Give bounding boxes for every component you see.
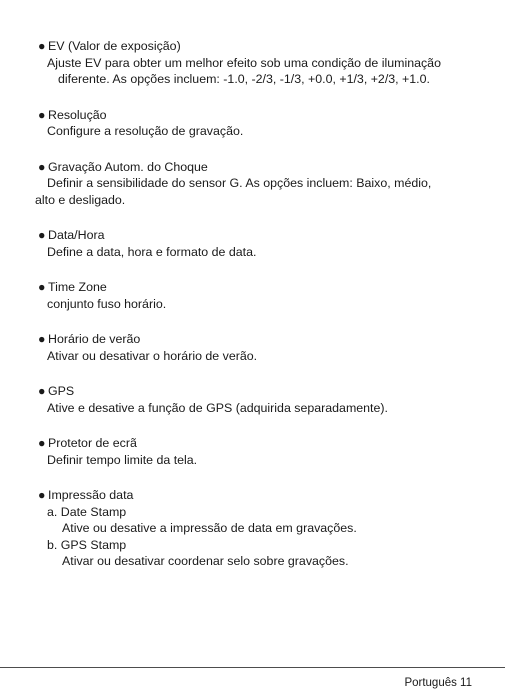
bullet-icon: ●: [38, 159, 46, 174]
section-daylight-saving: [36, 331, 476, 364]
section-gps: [36, 383, 476, 416]
section-description-line: alto e desligado.: [35, 192, 126, 207]
footer-page-label: Português 11: [404, 677, 472, 689]
bullet-icon: ●: [38, 332, 46, 346]
section-title: [36, 435, 476, 452]
bullet-icon: ●: [38, 107, 46, 122]
section-title-text: Gravação Autom. do Choque: [48, 159, 208, 174]
footer-divider: [0, 667, 505, 668]
section-title-text: GPS: [48, 384, 75, 398]
bullet-icon: ●: [38, 280, 46, 294]
section-resolution: [36, 107, 476, 140]
section-title-text: Time Zone: [48, 280, 107, 294]
subitem-description-gps-stamp: Ativar ou desativar coordenar selo sobre gravações.: [62, 554, 349, 568]
section-title-text: Protetor de ecrã: [48, 436, 137, 450]
bullet-icon: ●: [38, 436, 46, 450]
section-title: [36, 38, 476, 55]
section-description-line: Ajuste EV para obter um melhor efeito sob uma condição de iluminação: [47, 55, 441, 70]
section-title: [36, 383, 476, 400]
subitem-label-date-stamp: a. Date Stamp: [47, 504, 127, 519]
section-title: [36, 227, 476, 244]
section-date-time: [36, 227, 476, 260]
bullet-icon: ●: [38, 228, 46, 242]
section-title: [36, 107, 476, 124]
section-description-line: Configure a resolução de gravação.: [47, 124, 244, 138]
section-description-line: diferente. As opções incluem: -1.0, -2/3, -1/3, +0.0, +1/3, +2/3, +1.0.: [58, 72, 430, 86]
section-title-text: Data/Hora: [48, 228, 105, 242]
section-ev: [36, 38, 476, 88]
section-title: [36, 279, 476, 296]
section-description-line: Definir a sensibilidade do sensor G. As opções incluem: Baixo, médio,: [47, 176, 432, 190]
bullet-icon: ●: [38, 488, 46, 502]
section-title-text: Resolução: [48, 107, 107, 122]
section-description-line: conjunto fuso horário.: [47, 296, 167, 311]
subitem-label-gps-stamp: b. GPS Stamp: [47, 537, 127, 552]
section-description-line: Define a data, hora e formato de data.: [47, 244, 257, 259]
section-shock-recording: [36, 159, 476, 209]
section-title: [36, 331, 476, 348]
settings-description-list: [36, 38, 476, 589]
section-title-text: Impressão data: [48, 488, 134, 502]
bullet-icon: ●: [38, 384, 46, 398]
section-title-text: EV (Valor de exposição): [48, 39, 181, 53]
section-date-imprint: [36, 487, 476, 570]
section-description-line: Ative e desative a função de GPS (adquirida separadamente).: [47, 400, 388, 415]
section-description-line: Definir tempo limite da tela.: [47, 452, 198, 467]
section-title-text: Horário de verão: [48, 332, 141, 346]
section-time-zone: [36, 279, 476, 312]
section-title: [36, 487, 476, 504]
subitem-description-date-stamp: Ative ou desative a impressão de data em gravações.: [62, 521, 357, 535]
section-title: [36, 159, 476, 176]
section-screen-saver: [36, 435, 476, 468]
bullet-icon: ●: [38, 39, 46, 53]
section-description-line: Ativar ou desativar o horário de verão.: [47, 348, 258, 363]
